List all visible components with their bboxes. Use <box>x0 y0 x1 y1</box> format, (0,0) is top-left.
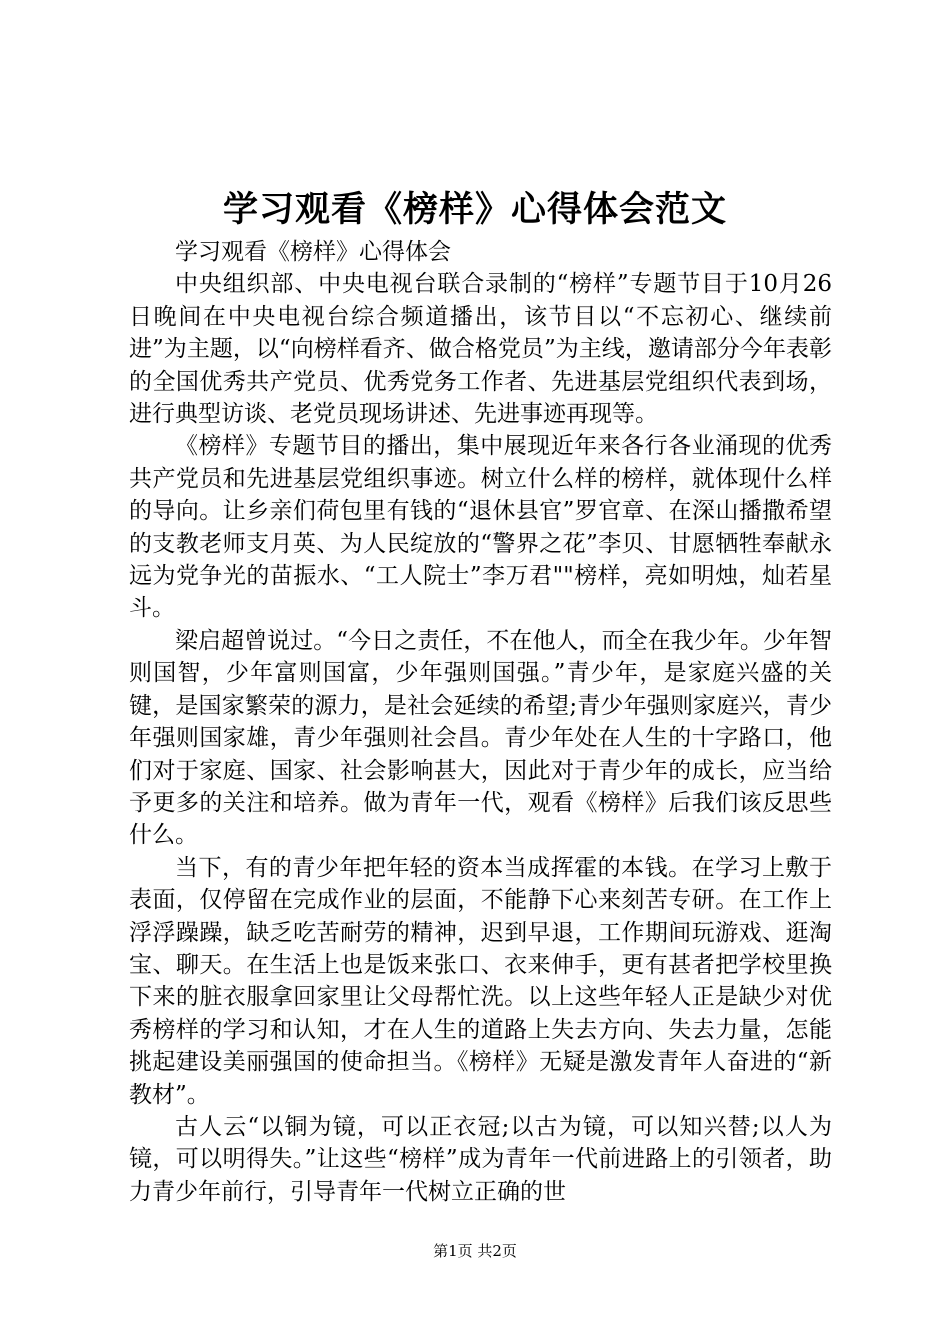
body-paragraph: 中央组织部、中央电视台联合录制的“榜样”专题节目于10月26日晚间在中央电视台综合频道播出，该节目以“不忘初心、继续前进”为主题，以“向榜样看齐、做合格党员”为主线，邀请部分今年表彰的全国优秀共产党员、优秀党务工作者、先进基层党组织代表到场，进行典型访谈、老党员现场讲述、先进事迹再现等。 <box>129 271 832 428</box>
body-paragraph: 当下，有的青少年把年轻的资本当成挥霍的本钱。在学习上敷于表面，仅停留在完成作业的层面，不能静下心来刻苦专研。在工作上浮浮躁躁，缺乏吃苦耐劳的精神，迟到早退，工作期间玩游戏、逛淘宝、聊天。在生活上也是饭来张口、衣来伸手，更有甚者把学校里换下来的脏衣服拿回家里让父母帮忙洗。以上这些年轻人正是缺少对优秀榜样的学习和认知，才在人生的道路上失去方向、失去力量，怎能挑起建设美丽强国的使命担当。《榜样》无疑是激发青年人奋进的“新教材”。 <box>129 854 832 1108</box>
subtitle-paragraph: 学习观看《榜样》心得体会 <box>175 239 451 265</box>
body-paragraph: 梁启超曾说过。“今日之责任，不在他人，而全在我少年。少年智则国智，少年富则国富，少年强则国强。”青少年，是家庭兴盛的关键，是国家繁荣的源力，是社会延续的希望;青少年强则家庭兴，青少年强则国家雄，青少年强则社会昌。青少年处在人生的十字路口，他们对于家庭、国家、社会影响甚大，因此对于青少年的成长，应当给予更多的关注和培养。做为青年一代，观看《榜样》后我们该反思些什么。 <box>129 627 832 849</box>
document-title: 学习观看《榜样》心得体会范文 <box>222 189 727 230</box>
page-footer: 第1页 共2页 <box>433 1242 517 1260</box>
document-body <box>129 236 832 1208</box>
body-paragraph: 《榜样》专题节目的播出，集中展现近年来各行各业涌现的优秀共产党员和先进基层党组织事迹。树立什么样的榜样，就体现什么样的导向。让乡亲们荷包里有钱的“退休县官”罗官章、在深山播撒希望的支教老师支月英、为人民绽放的“警界之花”李贝、甘愿牺牲奉献永远为党争光的苗振水、“工人院士”李万君""榜样，亮如明烛，灿若星斗。 <box>129 433 832 622</box>
body-paragraph: 古人云“以铜为镜，可以正衣冠;以古为镜，可以知兴替;以人为镜，可以明得失。”让这些“榜样”成为青年一代前进路上的引领者，助力青少年前行，引导青年一代树立正确的世 <box>129 1113 832 1205</box>
